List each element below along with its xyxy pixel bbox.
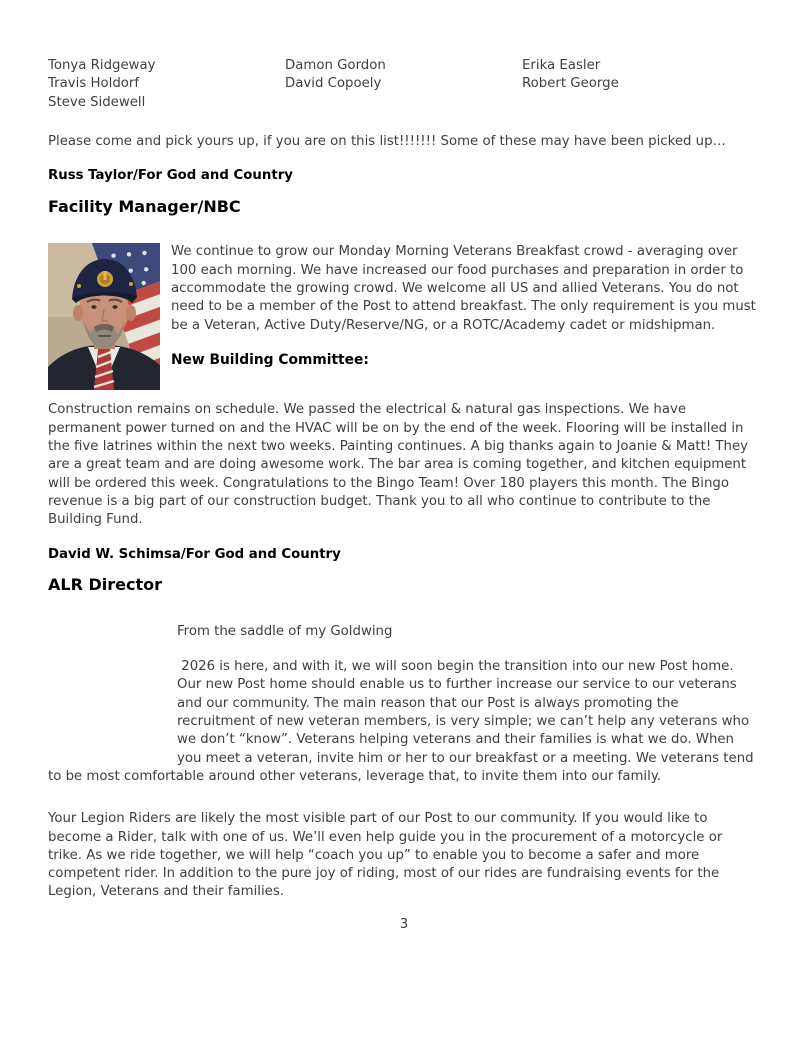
section-heading-alr-director: ALR Director xyxy=(48,574,162,594)
name-entry: Tonya Ridgeway xyxy=(48,58,156,73)
pickup-note: Please come and pick yours up, if you are on this list!!!!!!! Some of these may have been picked up… xyxy=(48,133,726,149)
signature-russ-taylor: Russ Taylor/For God and Country xyxy=(48,168,293,184)
new-building-committee-heading: New Building Committee: xyxy=(171,351,369,368)
facility-manager-photo xyxy=(48,243,160,390)
name-entry: Steve Sidewell xyxy=(48,94,146,110)
signature-david-schimsa: David W. Schimsa/For God and Country xyxy=(48,546,341,562)
name-entry: Travis Holdorf xyxy=(48,76,140,92)
name-column-1 xyxy=(48,57,285,112)
name-column-3 xyxy=(522,57,759,112)
name-list xyxy=(48,57,760,112)
alr-director-photo xyxy=(48,623,166,765)
name-entry: Erika Easler xyxy=(522,58,601,73)
construction-paragraph: Construction remains on schedule. We passed the electrical & natural gas inspections. We have permanent power turned on and the HVAC will be on by the end of the week. Flooring will be installed in the five latrines within the next two weeks. Painting continues. A big thanks again to Joanie & Matt! They are a great team and are doing awesome work. The bar area is coming together, and kitchen equipment will be ordered this week. Congratulations to the Bingo Team! Over 180 players this month. The Bingo revenue is a big part of our construction budget. Thank you to all who continue to contribute to the Building Fund. xyxy=(48,402,749,528)
page-number: 3 xyxy=(399,916,409,932)
name-entry: Damon Gordon xyxy=(285,58,386,73)
alr-paragraph-2: Your Legion Riders are likely the most visible part of our Post to our community. If you would like to become a Rider, talk with one of us. We’ll even help guide you in the procurement of a motorcycle or trike. As we ride together, we will help “coach you up” to enable you to become a safer and more competent rider. In addition to the pure joy of riding, most of our rides are fundraising events for the Legion, Veterans and their families. xyxy=(48,811,723,900)
alr-paragraph-1: 2026 is here, and with it, we will soon begin the transition into our new Post home. Our new Post home should enable us to further increase our service to our veterans and our community. The main reason that our Post is always promoting the recruitment of new veteran members, is very simple; we can’t help any veterans who we don’t “know”. Veterans helping veterans and their families is what we do. When you meet a veteran, invite him or her to our breakfast or a meeting. We veterans tend to be most comfortable around other veterans, leverage that, to invite them into our family. xyxy=(48,659,758,784)
name-entry: Robert George xyxy=(522,76,619,92)
facility-section-body xyxy=(48,243,760,390)
facility-paragraph: We continue to grow our Monday Morning Veterans Breakfast crowd - averaging over 100 each morning. We have increased our food purchases and preparation in order to accommodate the growing crowd. We welcome all US and allied Veterans. You do not need to be a member of the Post to attend breakfast. The only requirement is you must be a Veteran, Active Duty/Reserve/NG, or a ROTC/Academy cadet or midshipman. xyxy=(171,244,756,333)
alr-section-body xyxy=(48,623,760,786)
name-column-2 xyxy=(285,57,522,112)
section-heading-facility-manager: Facility Manager/NBC xyxy=(48,197,241,217)
alr-intro-line: From the saddle of my Goldwing xyxy=(177,623,393,639)
name-entry: David Copoely xyxy=(285,76,382,92)
